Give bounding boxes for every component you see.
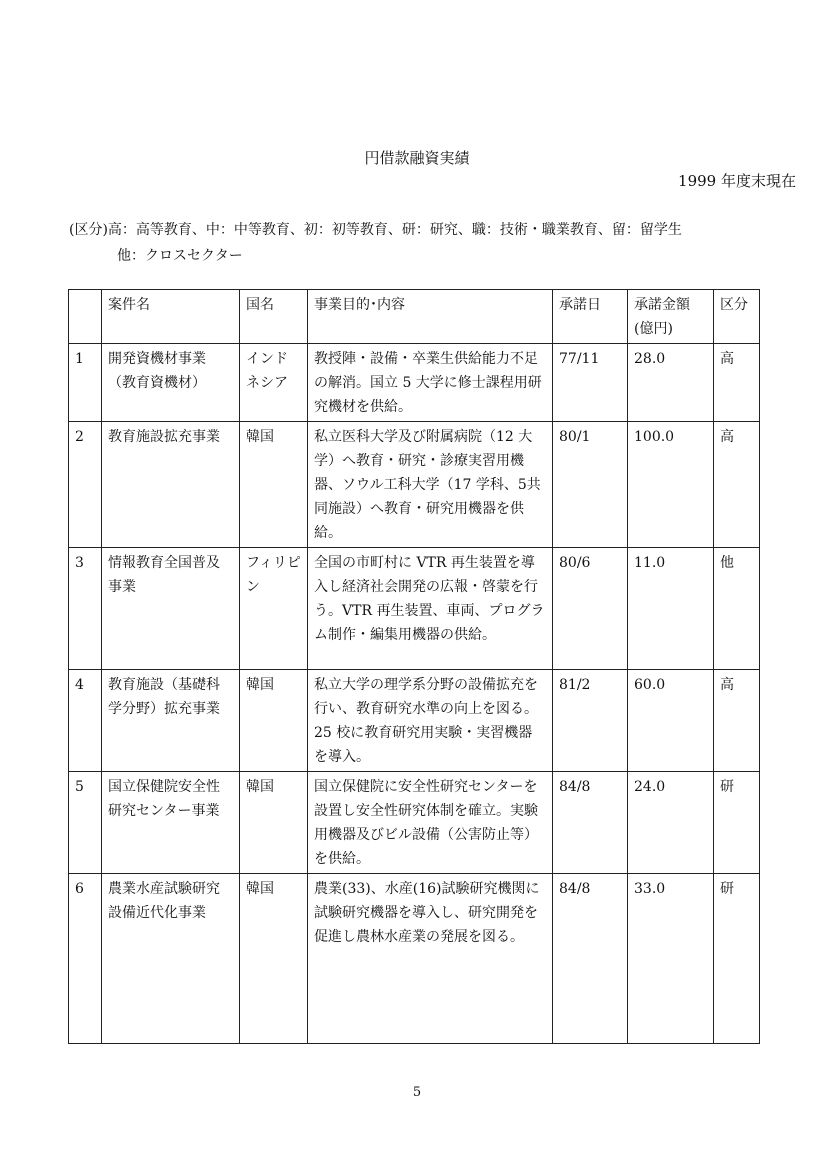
cell-amount: 33.0 bbox=[628, 874, 714, 1044]
cell-category: 研 bbox=[714, 772, 760, 874]
cell-no: 3 bbox=[69, 548, 102, 670]
cell-description: 国立保健院に安全性研究センターを設置し安全性研究体制を確立。実験用機器及びビル設備（公害防止等）を供給。 bbox=[308, 772, 553, 874]
cell-country: 韓国 bbox=[240, 670, 308, 772]
cell-name: 教育施設（基礎科学分野）拡充事業 bbox=[102, 670, 240, 772]
cell-amount: 24.0 bbox=[628, 772, 714, 874]
loan-table bbox=[68, 289, 760, 1044]
table-row bbox=[69, 874, 760, 1044]
cell-amount: 100.0 bbox=[628, 422, 714, 548]
table-header-row bbox=[69, 290, 760, 344]
cell-date: 80/1 bbox=[553, 422, 628, 548]
cell-date: 77/11 bbox=[553, 344, 628, 422]
table-row bbox=[69, 670, 760, 772]
document-title: 円借款融資実績 bbox=[364, 149, 470, 167]
cell-name: 情報教育全国普及事業 bbox=[102, 548, 240, 670]
cell-description: 私立大学の理学系分野の設備拡充を行い、教育研究水準の向上を図る。25 校に教育研究用実験・実習機器を導入。 bbox=[308, 670, 553, 772]
table-row bbox=[69, 772, 760, 874]
cell-description: 全国の市町村に VTR 再生装置を導入し経済社会開発の広報・啓蒙を行う。VTR 再生装置、車両、プログラム制作・編集用機器の供給。 bbox=[308, 548, 553, 670]
cell-name: 農業水産試験研究設備近代化事業 bbox=[102, 874, 240, 1044]
cell-no: 5 bbox=[69, 772, 102, 874]
cell-country: 韓国 bbox=[240, 422, 308, 548]
category-legend bbox=[69, 217, 809, 269]
page-number: 5 bbox=[412, 1085, 422, 1100]
cell-amount: 60.0 bbox=[628, 670, 714, 772]
cell-description: 農業(33)、水産(16)試験研究機関に試験研究機器を導入し、研究開発を促進し農林水産業の発展を図る。 bbox=[308, 874, 553, 1044]
header-date: 承諾日 bbox=[553, 290, 628, 344]
cell-no: 6 bbox=[69, 874, 102, 1044]
header-description: 事業目的･内容 bbox=[308, 290, 553, 344]
legend-line-1: (区分)高：高等教育、中：中等教育、初：初等教育、研：研究、職：技術・職業教育、留：留学生 bbox=[69, 222, 682, 238]
cell-name: 開発資機材事業（教育資機材） bbox=[102, 344, 240, 422]
header-category: 区分 bbox=[714, 290, 760, 344]
cell-date: 84/8 bbox=[553, 772, 628, 874]
table-row bbox=[69, 422, 760, 548]
cell-category: 高 bbox=[714, 344, 760, 422]
cell-amount: 28.0 bbox=[628, 344, 714, 422]
cell-description: 教授陣・設備・卒業生供給能力不足の解消。国立 5 大学に修士課程用研究機材を供給。 bbox=[308, 344, 553, 422]
cell-country: インドネシア bbox=[240, 344, 308, 422]
cell-name: 教育施設拡充事業 bbox=[102, 422, 240, 548]
cell-category: 高 bbox=[714, 670, 760, 772]
cell-no: 2 bbox=[69, 422, 102, 548]
table-row bbox=[69, 344, 760, 422]
cell-date: 84/8 bbox=[553, 874, 628, 1044]
header-no bbox=[69, 290, 102, 344]
cell-country: 韓国 bbox=[240, 772, 308, 874]
cell-date: 81/2 bbox=[553, 670, 628, 772]
header-amount: 承諾金額(億円) bbox=[628, 290, 714, 344]
cell-category: 研 bbox=[714, 874, 760, 1044]
cell-no: 4 bbox=[69, 670, 102, 772]
cell-amount: 11.0 bbox=[628, 548, 714, 670]
as-of-date: 1999 年度末現在 bbox=[678, 172, 796, 190]
cell-category: 高 bbox=[714, 422, 760, 548]
table-row bbox=[69, 548, 760, 670]
cell-date: 80/6 bbox=[553, 548, 628, 670]
cell-country: 韓国 bbox=[240, 874, 308, 1044]
legend-line-2: 他：クロスセクター bbox=[117, 248, 243, 264]
header-name: 案件名 bbox=[102, 290, 240, 344]
cell-name: 国立保健院安全性研究センター事業 bbox=[102, 772, 240, 874]
cell-description: 私立医科大学及び附属病院（12 大学）へ教育・研究・診療実習用機器、ソウル工科大学（17 学科、5共同施設）へ教育・研究用機器を供給。 bbox=[308, 422, 553, 548]
cell-category: 他 bbox=[714, 548, 760, 670]
cell-country: フィリピン bbox=[240, 548, 308, 670]
cell-no: 1 bbox=[69, 344, 102, 422]
header-country: 国名 bbox=[240, 290, 308, 344]
